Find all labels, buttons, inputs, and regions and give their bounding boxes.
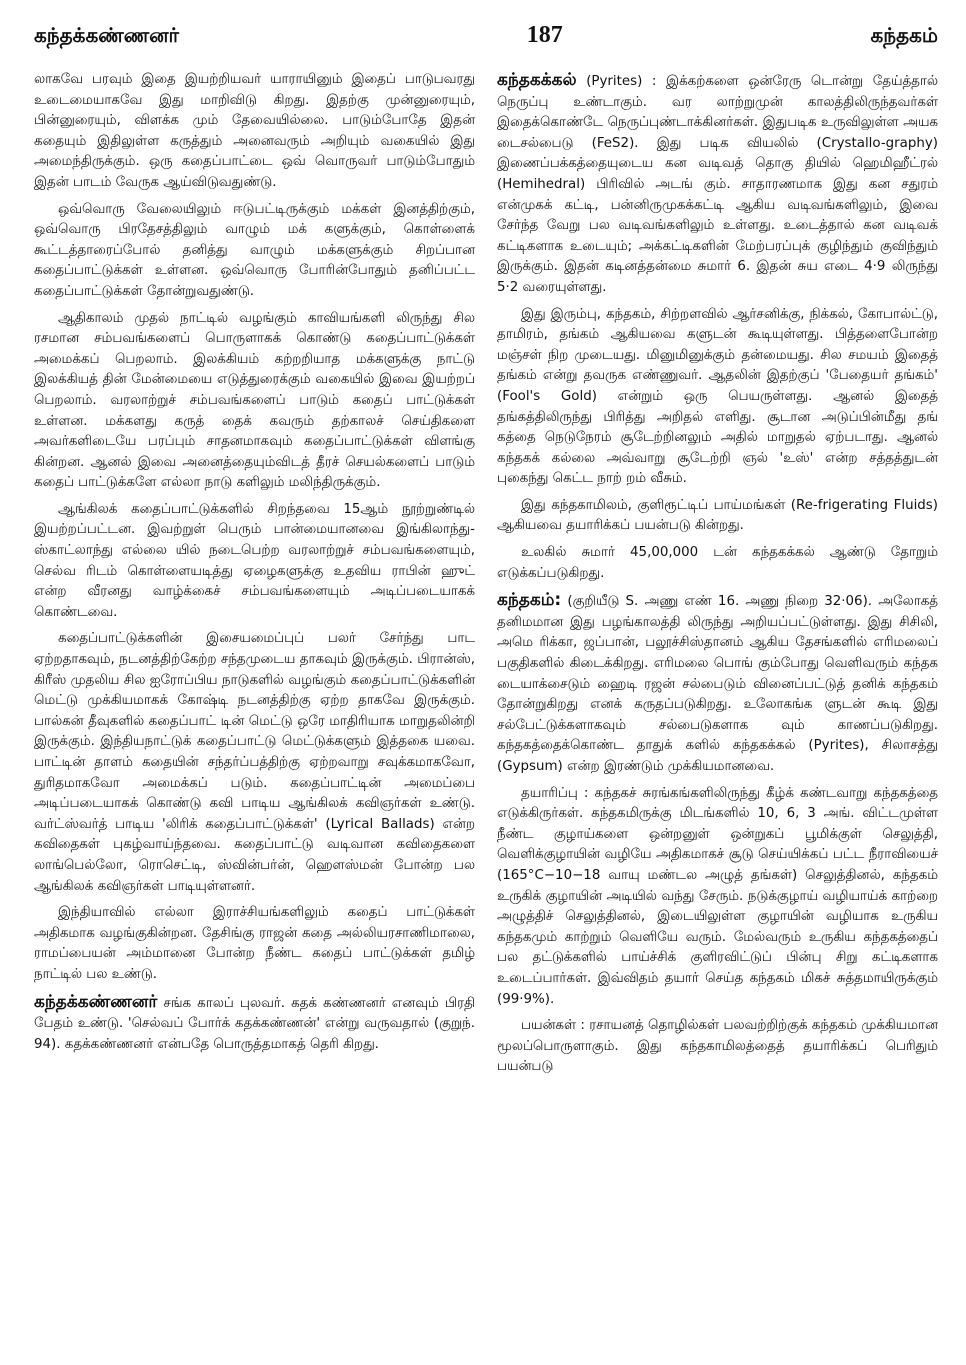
entry-heading: கந்தகக்கல் — [497, 70, 577, 90]
text-columns — [34, 70, 938, 1360]
running-head-left: கந்தக்கண்ணனர் — [34, 23, 179, 47]
page-header — [34, 22, 938, 70]
entry-heading: கந்தக்கண்ணனர் — [34, 991, 158, 1012]
entry-text: சங்க காலப் புலவர். கதக் கண்ணனர் எனவும் பிரதி பேதம் உண்டு. 'செல்வப் போர்க் கதக்கண்ணன்' என்று வருவதால் (குறுந். 94). கதக்கண்ணனர் என்பதே பொருத்தமாகத் தெரி கிறது. — [34, 995, 475, 1052]
page-number: 187 — [526, 22, 563, 48]
paragraph: உலகில் சுமார் 45,00,000 டன் கந்தகக்கல் ஆண்டு தோறும் எடுக்கப்படுகிறது. — [497, 545, 938, 581]
entry-heading: கந்தகம்: — [497, 590, 562, 611]
entry-text: (Pyrites) : இக்கற்களை ஒன்ரேரு டொன்று தேய்த்தால் நெருப்பு உண்டாகும். வர லாற்றுமுன் காலத்திலிருந்தவர்கள் இதைக்கொண்டே நெருப்புண்டாக்கினர்கள். இதுபடிக உருவிலுள்ள அயக டைசல்பைடு (FeS2). இது படிக வியலில் (Crystallo-graphy) இணைப்பக்கத்தையுடைய கன வடிவத் தொகு தியில் ஹெமிஹீட்ரல் (Hemihedral) பிரிவில் அடங் கும். சாதாரணமாக இது கன சதுரம் என்முகக் கட்டி, பன்னிருமுகக்கட்டி ஆகிய வடிவங்களிலும், இவை சேர்ந்த வேறு பல வடிவங்களிலும் உள்ளது. உடைத்தால் கன வடிவக் கட்டிகளாக உடையும்; அக்கட்டிகளின் மேற்பரப்புக் குழிந்தும் குவிந்தும் இருக்கும். இதன் கடினத்தன்மை சுமார் 6. இதன் சுய எடை 4·9 லிருந்து 5·2 வரையுள்ளது. — [497, 74, 938, 295]
paragraph: கதைப்பாட்டுக்களின் இசையமைப்புப் பலர் சேர்ந்து பாட ஏற்றதாகவும், நடனத்திற்கேற்ற சந்தமுடைய தாகவும் இருக்கும். பிரான்ஸ், கிரீஸ் முதலிய சில ஐரோப்பிய நாடுகளில் வழங்கும் கதைப்பாட்டுக்களின் மெட்டு முக்கியமாகக் கோஷ்டி நடனத்திற்கு ஏற்ற தாகவே இருக்கும். பால்கன் தீவுகளில் கதைப்பாட் டின் மெட்டு ஒரே மாதிரியாக மாறுதலின்றி இருக்கும். இந்தியநாட்டுக் கதைப்பாட்டு மெட்டுக்களும் இத்தகை யவை. பாட்டின் தாளம் கதையின் சந்தர்ப்பத்திற்கு ஏற்றவாறு சவுக்கமாகவோ, துரிதமாகவோ அமைக்கப் படும். கதைப்பாட்டின் அமைப்பை அடிப்படையாகக் கொண்டு கவி பாடிய ஆங்கிலக் கவிஞர்கள் உண்டு. வர்ட்ஸ்வர்த் பாடிய 'லிரிக் கதைப்பாட்டுக்கள்' (Lyrical Ballads) என்ற கவிதைகள் புகழ்வாய்ந்தவை. கதைப்பாட்டு வடிவான கவிதைகளை லாங்பெல்லோ, ரொசெட்டி, ஸ்வின்பர்ன், ஹௌஸ்மன் போன்ற பல ஆங்கிலக் கவிஞர்கள் பாடியுள்ளனர். — [34, 631, 475, 894]
entry-sulphur — [497, 590, 938, 777]
entry-pyrites — [497, 70, 938, 299]
left-column — [34, 70, 475, 1360]
paragraph: ஆதிகாலம் முதல் நாட்டில் வழங்கும் காவியங்களி லிருந்து சில ரசமான சம்பவங்களைப் பொருளாகக் கொண்டு கதைப்பாட்டுக்கள் அமைக்கப் பெறலாம். இலக்கியம் கற்றறியாத மக்களுக்கு நாட்டு இலக்கியத் தின் மேன்மையை எடுத்துரைக்கும் வகையில் இவை இயற்றப் பெறலாம். வரலாற்றுச் சம்பவங்களைப் பாடும் கதைப் பாட்டுக்கள் உள்ளன. மக்களது கருத் தைக் கவரும் தற்காலச் செய்திகளை அவர்களிடையே பரப்பும் சாதனமாகவும் கதைப்பாட்டுக்கள் விளங்கு கின்றன. ஆனல் இவை அனைத்தையும்விடத் தீரச் செயல்களைப் பாடும் கதைப் பாட்டுக்களே எல்லா நாடு களிலும் மலிந்திருக்கும். — [34, 310, 475, 491]
paragraph: பயன்கள் : ரசாயனத் தொழில்கள் பலவற்றிற்குக் கந்தகம் முக்கியமான மூலப்பொருளாகும். இது கந்தகாமிலத்தைத் தயாரிக்கப் பெரிதும் பயன்படு — [497, 1018, 938, 1075]
paragraph: இது இரும்பு, கந்தகம், சிற்றளவில் ஆர்சனிக்கு, நிக்கல், கோபால்ட்டு, தாமிரம், தங்கம் ஆகியவை களுடன் கூடியுள்ளது. பித்தளைபோன்ற மஞ்சள் நிற முடையது. மினுமினுக்கும் தன்மையது. சில சமயம் இதைத் தங்கம் என்று தவருக எண்ணுவர். ஆதலின் இதற்குப் 'பேதையர் தங்கம்' (Fool's Gold) என்றும் ஒரு பெயருள்ளது. ஆனல் இதைத் தங்கத்திலிருந்து பிரித்து அறிதல் எளிது. சூடான அடுப்பின்மீது தங் கத்தை நெடுநேரம் சூடேற்றினலும் அதில் மாறுதல் ஏற்படாது. ஆனல் கந்தகக் கல்லை அவ்வாறு சூடேற்றி ஞல் 'உஸ்' என்ற சத்தத்துடன் புகைந்து கெட்ட நாற் றம் வீசும். — [497, 306, 938, 487]
paragraph: இது கந்தகாமிலம், குளிரூட்டிப் பாய்மங்கள் (Re-frigerating Fluids) ஆகியவை தயாரிக்கப் பயன்படு கின்றது. — [497, 497, 938, 534]
entry-kanthakkannanar — [34, 992, 475, 1056]
running-head-right: கந்தகம் — [870, 23, 938, 47]
paragraph: ஆங்கிலக் கதைப்பாட்டுக்களில் சிறந்தவை 15ஆம் நூற்றுண்டில் இயற்றப்பட்டன. இவற்றுள் பெரும் பான்மையானவை இங்கிலாந்து-ஸ்காட்லாந்து எல்லை யில் நடைபெற்ற வரலாற்றுச் சம்பவங்களையும், செல்வ ரிடம் கொள்ளையடித்து ஏழைகளுக்கு உதவிய ராபின் ஹுட் என்ற வீரனது வாழ்க்கைச் சம்பவங்களையும் அடிப்படையாகக் கொண்டவை. — [34, 501, 475, 620]
paragraph: லாகவே பரவும் இதை இயற்றியவர் யாராயினும் இதைப் பாடுபவரது உடைமையாகவே இது மாறிவிடு கிறது. இதற்கு முன்னுரையும், பின்னுரையும், விளக்க மும் தேவையில்லை. பாடும்போதே இதன் கதையும் இதிலுள்ள கருத்தும் அனைவரும் அறியும் வகையில் இது அமைந்திருக்கும். ஒரு கதைப்பாட்டை ஒவ் வொருவர் பாடும்போதும் இதன் பாடம் வேருக ஆய்விடுவதுண்டு. — [34, 72, 475, 190]
paragraph: இந்தியாவில் எல்லா இராச்சியங்களிலும் கதைப் பாட்டுக்கள் அதிகமாக வழங்குகின்றன. தேசிங்கு ராஜன் கதை அல்லியரசாணிமாலை, ராமப்பையன் அம்மானை போன்ற நீண்ட கதைப் பாட்டுக்கள் தமிழ் நாட்டில் பல உண்டு. — [34, 905, 475, 982]
paragraph: ஒவ்வொரு வேலையிலும் ஈடுபட்டிருக்கும் மக்கள் இனத்திற்கும், ஒவ்வொரு பிரதேசத்திலும் வாழும் மக் களுக்கும், கொள்ளைக் கூட்டத்தாரைப்போல் தனித்து வாழும் மக்களுக்கும் சிறப்பான கதைப்பாட்டுக்கள் உள்ளன. ஒவ்வொரு போரின்போதும் தனிப்பட்ட கதைப்பாட்டுக்கள் தோன்றுவதுண்டு. — [34, 201, 475, 299]
entry-text: (குறியீடு S. அணு எண் 16. அணு நிறை 32·06). அலோகத் தனிமமான இது பழங்காலத்தி லிருந்து அறியப்பட்டுள்ளது. இது சிசிலி, அமெ ரிக்கா, ஜப்பான், பலூச்சிஸ்தானம் ஆகிய தேசங்களில் எரிமலைப் பகுதிகளில் கிடைக்கிறது. எரிமலை பொங் கும்போது வெளிவரும் கந்தக டையாக்சைடும் ஹைடி ரஜன் சல்பைடும் வினைப்பட்டுத் தனிக் கந்தகம் தோன்றுகிறது எனக் கருதப்படுகிறது. உலோகங்க ளுடன் கூடி இது சல்பேட்டுக்களாகவும் சல்பைடுகளாக வும் காணப்படுகிறது. கந்தகத்தைக்கொண்ட தாதுக் களில் கந்தகக்கல் (Pyrites), சிலாசத்து (Gypsum) என்ற இரண்டும் முக்கியமானவை. — [497, 594, 938, 774]
paragraph: தயாரிப்பு : கந்தகச் சுரங்கங்களிலிருந்து கீழ்க் கண்டவாறு கந்தகத்தை எடுக்கிருர்கள். கந்தகமிருக்கு மிடங்களில் 10, 6, 3 அங். விட்டமுள்ள நீண்ட குழாய்களை ஒன்றனுள் ஒன்றுகப் பூமிக்குள் செலுத்தி, வெளிக்குழாயின் வழியே அதிகமாகச் சூடு செய்யிக்கப் பட்ட நீராவியைச் (165°C−10−18 வாயு மண்டல அழுத் தங்கள்) செலுத்தினல், கந்தகம் உருகிக் குழாயின் அடியில் வந்து சேரும். நடுக்குழாய் வழியாய்க் காற்றை அழுத்திச் செலுத்தினல், இடையிலுள்ள குழாயின் வழியாக உருகிய கந்தகமும் காற்றும் வெளியே வரும். மேல்வரும் உருகிய கந்தகத்தைப் பல தட்டுக்களில் பாய்ச்சிக் குளிரவிட்டுப் பின்பு சிறு கட்டிகளாக உடைப்பார்கள். இவ்விதம் தயார் செய்த கந்தகம் மிகச் சுத்தமாயிருக்கும் (99·9%). — [497, 785, 938, 1007]
right-column — [497, 70, 938, 1360]
